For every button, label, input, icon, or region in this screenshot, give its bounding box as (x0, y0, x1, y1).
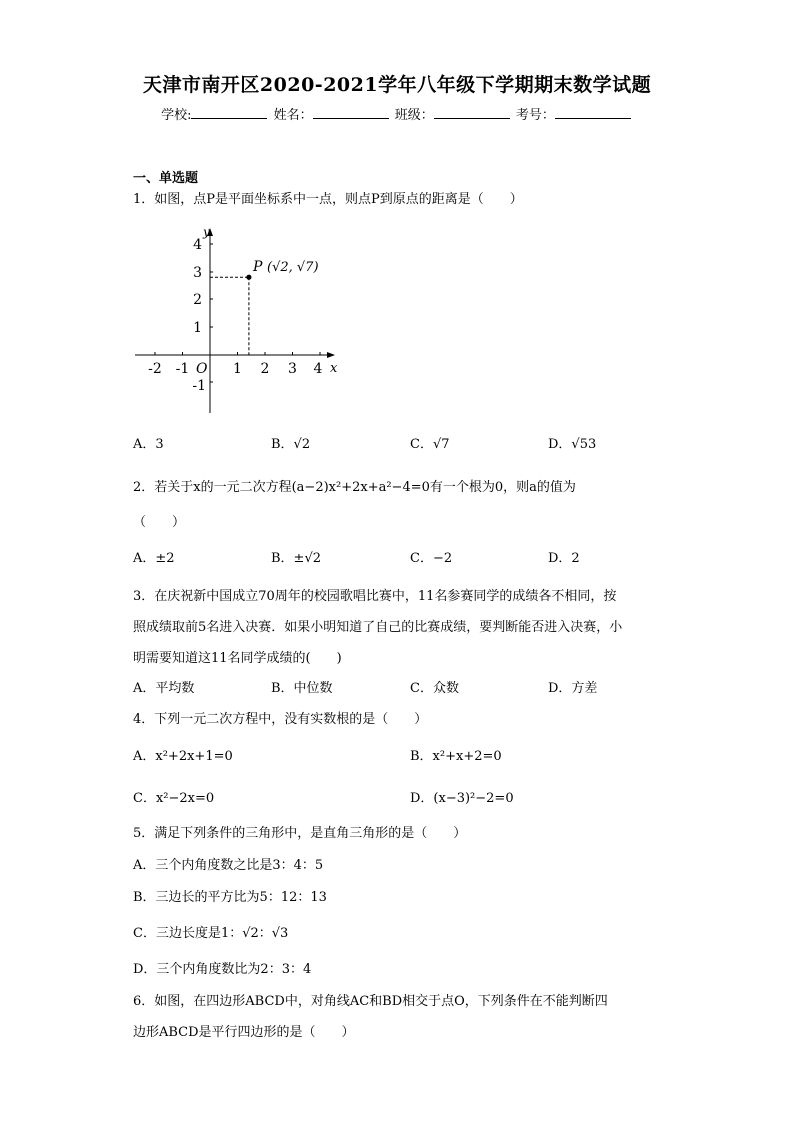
q2-option-b[interactable]: B．±√2 (271, 551, 322, 566)
class-blank[interactable] (434, 106, 510, 119)
x-tick-label: -2 (148, 361, 162, 377)
point-p (246, 275, 251, 280)
x-tick-label: 4 (313, 361, 323, 377)
q1-option-d[interactable]: D．√53 (548, 437, 597, 452)
point-p-label: P (253, 259, 263, 275)
q5-option-a[interactable]: A．三个内角度数之比是3：4：5 (133, 858, 324, 873)
y-tick-label: 1 (193, 320, 202, 336)
name-blank[interactable] (313, 106, 389, 119)
q2-option-d[interactable]: D．2 (548, 551, 580, 566)
y-tick-label: -1 (192, 378, 206, 394)
exam-number-blank[interactable] (555, 106, 631, 119)
y-tick-label: 3 (193, 265, 202, 281)
q4-option-b[interactable]: B．x²+x+2=0 (410, 749, 502, 764)
name-label: 姓名： (273, 108, 313, 123)
x-tick-label: 1 (233, 361, 242, 377)
q4-option-d[interactable]: D．(x−3)²−2=0 (410, 791, 514, 806)
q4-option-a[interactable]: A．x²+2x+1=0 (133, 749, 233, 764)
q3-option-d[interactable]: D．方差 (548, 681, 598, 696)
exam-title: 天津市南开区2020-2021学年八年级下学期期末数学试题 (142, 74, 652, 96)
q1-option-a[interactable]: A．3 (133, 437, 164, 452)
q3-option-b[interactable]: B．中位数 (271, 681, 333, 696)
q4-option-c[interactable]: C．x²−2x=0 (133, 791, 215, 806)
exam-number-label: 考号： (515, 108, 555, 123)
x-tick-label: -1 (175, 361, 190, 377)
x-axis-label: x (330, 361, 338, 376)
q5-option-c[interactable]: C．三边长度是1：√2：√3 (133, 926, 289, 941)
question-2-stem: 2．若关于x的一元二次方程(a−2)x²+2x+a²−4=0有一个根为0，则a的值为 (133, 480, 576, 495)
point-p-coordinate: (√2, √7) (267, 260, 319, 275)
question-3-line-3: 明需要知道这11名同学成绩的( ) (133, 651, 342, 666)
question-6-line-1: 6．如图，在四边形ABCD中，对角线AC和BD相交于点O，下列条件在不能判断四 (133, 994, 608, 1009)
class-label: 班级： (394, 108, 434, 123)
question-5-stem: 5．满足下列条件的三角形中，是直角三角形的是（ ） (133, 826, 467, 841)
school-blank[interactable] (191, 106, 267, 119)
x-axis-arrow (327, 352, 335, 358)
origin-label: O (196, 361, 208, 377)
y-axis-label: y (203, 225, 210, 239)
q3-option-a[interactable]: A．平均数 (133, 681, 195, 696)
x-tick-label: 3 (288, 361, 297, 377)
q1-option-c[interactable]: C．√7 (410, 437, 450, 452)
x-tick-label: 2 (260, 361, 270, 377)
student-info-line (0, 104, 794, 123)
q5-option-b[interactable]: B．三边长的平方比为5：12：13 (133, 890, 327, 905)
question-1-stem: 1．如图，点P是平面坐标系中一点，则点P到原点的距离是（ ） (133, 192, 523, 207)
question-6-line-2: 边形ABCD是平行四边形的是（ ） (133, 1025, 355, 1040)
y-tick-label: 2 (193, 292, 202, 308)
q5-option-d[interactable]: D．三个内角度数比为2：3：4 (133, 962, 312, 977)
question-4-stem: 4．下列一元二次方程中，没有实数根的是（ ） (133, 712, 428, 727)
y-tick-label: 4 (193, 237, 202, 253)
q2-option-a[interactable]: A．±2 (133, 551, 175, 566)
question-3-line-2: 照成绩取前5名进入决赛．如果小明知道了自己的比赛成绩，要判断能否进入决赛，小 (133, 620, 623, 635)
q1-option-b[interactable]: B．√2 (271, 437, 311, 452)
question-3-line-1: 3．在庆祝新中国成立70周年的校园歌唱比赛中，11名参赛同学的成绩各不相同，按 (133, 589, 617, 604)
q3-option-c[interactable]: C．众数 (410, 681, 459, 696)
question-2-paren: （ ） (133, 515, 186, 530)
q2-option-c[interactable]: C．−2 (410, 551, 453, 566)
question-1-figure (130, 225, 350, 420)
section-title-single-choice: 一、单选题 (133, 171, 199, 186)
school-label: 学校: (161, 108, 192, 123)
